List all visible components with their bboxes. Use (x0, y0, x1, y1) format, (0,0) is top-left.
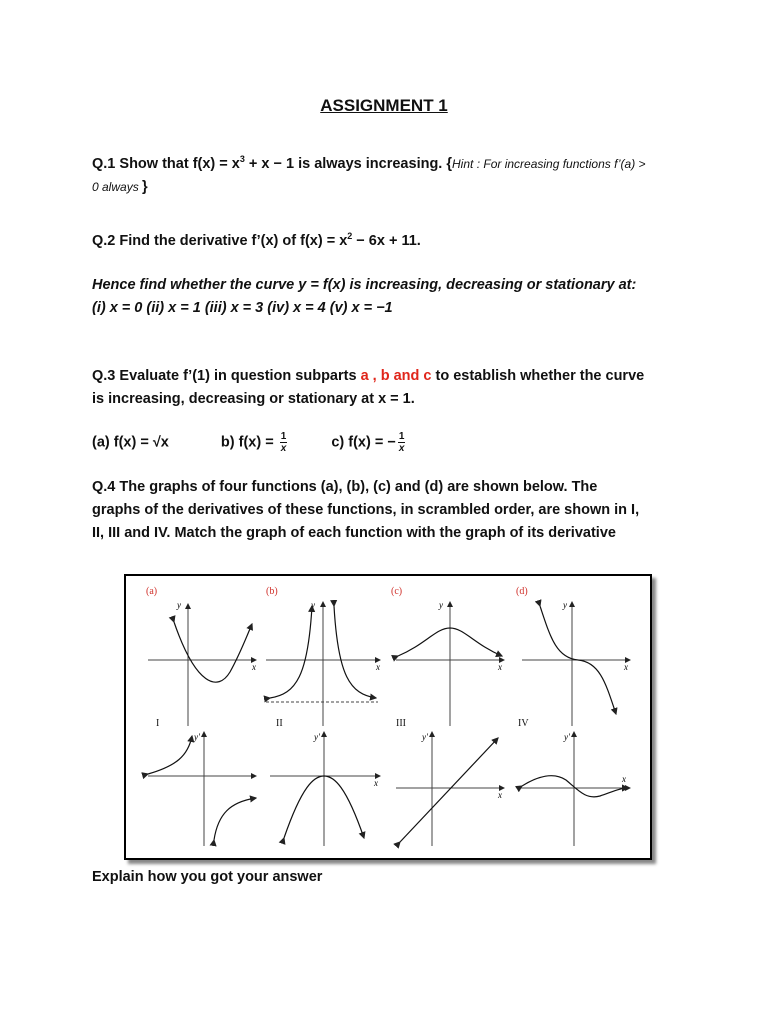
q3-part-c: c) f(x) = − (331, 434, 396, 451)
q2-points: (i) x = 0 (ii) x = 1 (iii) x = 3 (iv) x = 4 (v) x = −1 (92, 300, 393, 316)
y-prime-axis-label: y′ (314, 732, 320, 742)
y-axis-label: y (311, 600, 315, 610)
q1-hint-cont: 0 always (92, 180, 143, 194)
page-title: ASSIGNMENT 1 (320, 96, 448, 115)
q3-part-b-fraction: $\frac{1}{x}$ (280, 431, 287, 454)
y-axis-label: y (439, 600, 443, 610)
label-c: (c) (391, 586, 403, 597)
graph-IV (518, 718, 630, 846)
x-axis-label: x (376, 662, 380, 672)
question-2-part (92, 274, 692, 320)
label-III: III (396, 718, 406, 729)
question-3-parts (92, 431, 692, 454)
y-axis-label: y (177, 600, 181, 610)
y-prime-axis-label: y′ (564, 732, 570, 742)
q2-text: Q.2 Find the derivative f’(x) of f(x) = x (92, 233, 348, 249)
q3-text: Q.3 Evaluate f’(1) in question subparts (92, 368, 361, 384)
q1-text-suffix: + x − 1 is always increasing. { (244, 156, 453, 172)
question-1 (92, 148, 692, 199)
q4-line1: Q.4 The graphs of four functions (a), (b), (c) and (d) are shown below. The (92, 479, 598, 495)
graph-b (266, 586, 380, 726)
q2-exponent: 2 (347, 231, 353, 241)
graphs-svg (126, 576, 650, 858)
question-3 (92, 365, 692, 411)
label-I: I (156, 718, 160, 729)
x-axis-label: x (622, 774, 626, 784)
q3-part-b: b) f(x) = (220, 434, 278, 451)
footer-instruction: Explain how you got your answer (92, 869, 323, 885)
graph-d (516, 586, 630, 726)
q1-hint: Hint : For increasing functions f’(a) > (452, 157, 646, 171)
graph-c (391, 586, 504, 726)
q3-highlight: a , b and c (360, 368, 432, 384)
y-prime-axis-label: y′ (194, 732, 200, 742)
q3-line2: is increasing, decreasing or stationary at x = 1. (92, 391, 415, 407)
graph-a (146, 586, 256, 726)
q2-hence: Hence find whether the curve y = f(x) is increasing, decreasing or stationary at: (92, 277, 637, 293)
graphs-figure (124, 574, 652, 860)
question-2 (92, 225, 692, 253)
label-d: (d) (516, 586, 528, 597)
q1-text: Q.1 Show that f(x) = x (92, 156, 240, 172)
q4-line3: II, III and IV. Match the graph of each function with the graph of its derivative (92, 525, 616, 541)
x-axis-label: x (498, 662, 502, 672)
graph-I (148, 718, 256, 846)
x-axis-label: x (374, 778, 378, 788)
q1-close-brace: } (142, 179, 148, 195)
x-axis-label: x (252, 662, 256, 672)
graph-II (270, 718, 380, 846)
y-axis-label: y (563, 600, 567, 610)
q2-text-suffix: − 6x + 11. (352, 233, 421, 249)
q3-part-c-fraction: $\frac{1}{x}$ (398, 431, 405, 454)
question-4 (92, 476, 682, 545)
q3-text-suffix: to establish whether the curve (431, 368, 645, 384)
x-axis-label: x (624, 662, 628, 672)
label-II: II (276, 718, 283, 729)
y-prime-axis-label: y′ (422, 732, 428, 742)
q3-part-a: (a) f(x) = √x (92, 434, 169, 451)
x-axis-label: x (498, 790, 502, 800)
label-b: (b) (266, 586, 278, 597)
label-a: (a) (146, 586, 158, 597)
q1-exponent: 3 (239, 154, 245, 164)
q4-line2: graphs of the derivatives of these functions, in scrambled order, are shown in I, (92, 502, 640, 518)
graph-III (396, 718, 504, 846)
label-IV: IV (518, 718, 529, 729)
